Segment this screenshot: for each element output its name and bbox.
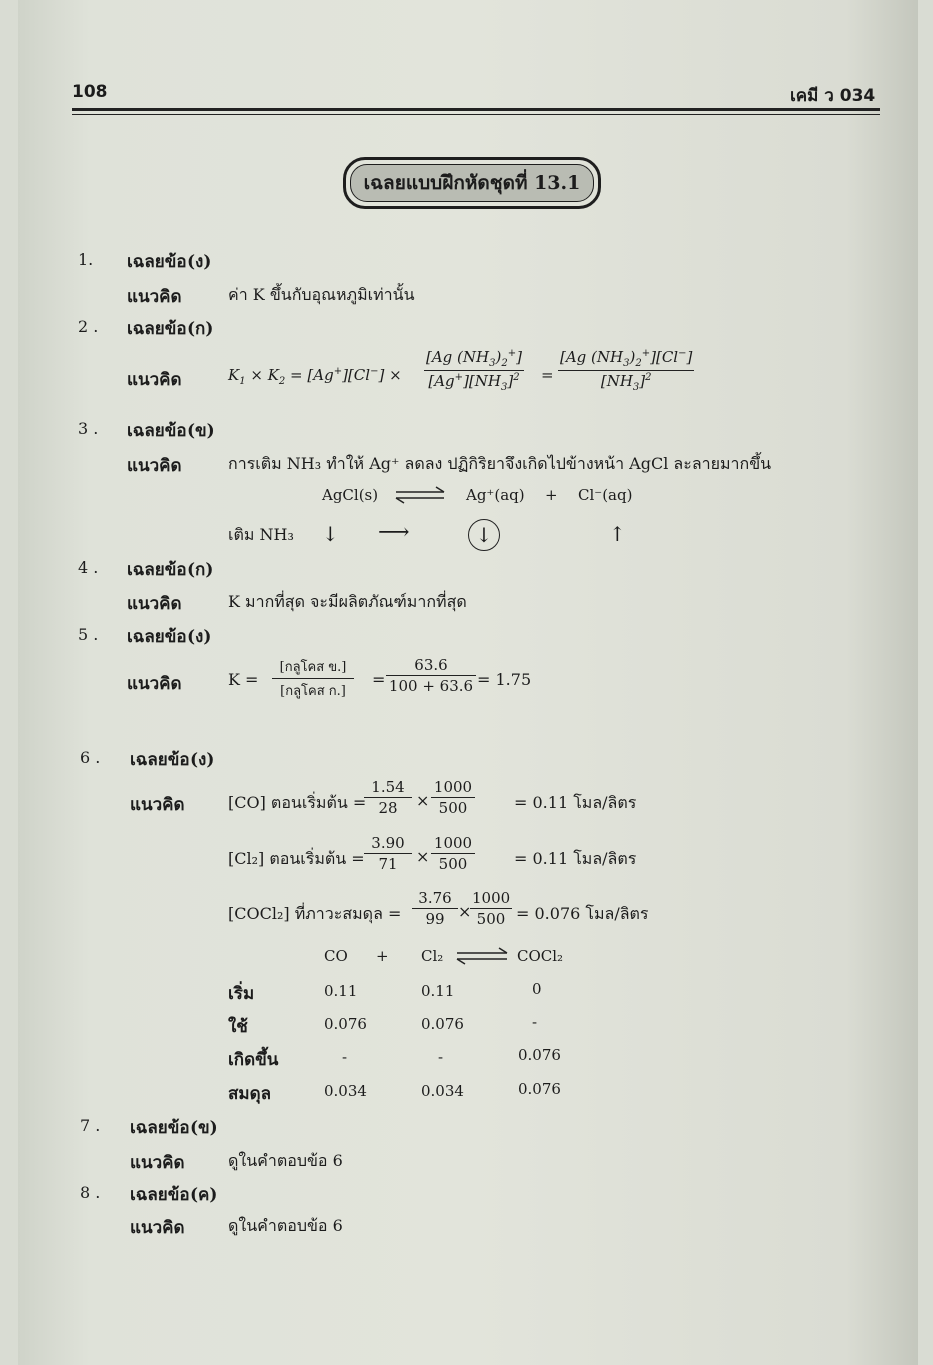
q8-concept-label: แนวคิด — [130, 1218, 185, 1238]
row-eq-co: 0.034 — [324, 1082, 367, 1100]
q6-cl-label: [Cl₂] ตอนเริ่มต้น = — [228, 849, 365, 868]
q4-concept: K มากที่สุด จะมีผลิตภัณฑ์มากที่สุด — [228, 592, 467, 611]
table-head-co: CO — [324, 947, 348, 965]
row-formed-cocl: 0.076 — [518, 1046, 561, 1064]
page-number: 108 — [72, 82, 108, 102]
decrease-arrow-icon: ↓ — [322, 522, 339, 546]
table-equilibrium-arrow-icon — [455, 947, 509, 965]
q7-number: 7 . — [80, 1116, 101, 1135]
row-eq-cocl: 0.076 — [518, 1080, 561, 1098]
row-formed-label: เกิดขึ้น — [228, 1050, 279, 1070]
q5-glucose-a: [กลูโคส ก.] — [280, 684, 346, 699]
q3-eq-left: AgCl(s) — [322, 486, 379, 504]
circled-down-arrow-icon: ↓ — [468, 519, 500, 551]
q3-choice: (ข) — [187, 421, 215, 441]
table-head-cl2: Cl₂ — [421, 947, 444, 965]
q2-fraction-2: [Ag $(NH_3)_2^+][Cl^-]$ $[NH_3]^2$ — [560, 348, 693, 393]
q6-co-times: × — [416, 791, 430, 810]
table-head-cocl2: COCl₂ — [517, 947, 564, 965]
q7-answer-label: เฉลยข้อ — [130, 1118, 190, 1138]
row-start-cocl: 0 — [532, 980, 542, 998]
q5-glucose-b: [กลูโคส ข.] — [279, 660, 347, 675]
q1-choice: (ง) — [187, 252, 212, 272]
q3-concept: การเติม NH₃ ทำให้ Ag⁺ ลดลง ปฏิกิริยาจึงเกิดไปข้างหน้า AgCl ละลายมากขึ้น — [228, 454, 772, 473]
q5-glucose-fraction — [272, 656, 354, 701]
header-rule-thin — [72, 114, 880, 115]
header-rule — [72, 108, 880, 111]
page-title: เฉลยแบบฝึกหัดชุดที่ 13.1 — [350, 164, 594, 202]
q8-answer-label: เฉลยข้อ — [130, 1185, 190, 1205]
row-eq-label: สมดุล — [228, 1084, 272, 1104]
q2-equals: = — [541, 366, 554, 384]
increase-arrow-icon: ↑ — [609, 522, 626, 546]
row-used-cocl: - — [532, 1013, 538, 1031]
row-used-cl: 0.076 — [421, 1015, 464, 1033]
row-start-cl: 0.11 — [421, 982, 455, 1000]
q1-concept: ค่า K ขึ้นกับอุณหภูมิเท่านั้น — [228, 285, 415, 304]
q2-number: 2 . — [78, 317, 99, 336]
q6-cocl-times: × — [458, 902, 472, 921]
q1-concept-label: แนวคิด — [127, 287, 182, 307]
q2-concept-label: แนวคิด — [127, 370, 182, 390]
q8-number: 8 . — [80, 1183, 101, 1202]
q3-answer-label: เฉลยข้อ — [127, 421, 187, 441]
q3-eq-cl: Cl⁻(aq) — [578, 486, 633, 504]
q6-co-frac2: 1000 500 — [431, 778, 475, 817]
q5-answer-label: เฉลยข้อ — [127, 627, 187, 647]
q7-concept-label: แนวคิด — [130, 1153, 185, 1173]
row-formed-cl: - — [438, 1048, 444, 1066]
q3-concept-label: แนวคิด — [127, 456, 182, 476]
q4-choice: (ก) — [187, 560, 214, 580]
course-code: เคมี ว 034 — [790, 86, 876, 106]
q6-cl-times: × — [416, 847, 430, 866]
row-eq-cl: 0.034 — [421, 1082, 464, 1100]
q6-answer-label: เฉลยข้อ — [130, 750, 190, 770]
q6-cocl-label: [COCl₂] ที่ภาวะสมดุล = — [228, 904, 402, 923]
forward-arrow-icon: ⟶ — [378, 520, 410, 545]
q5-concept-label: แนวคิด — [127, 674, 182, 694]
q5-number: 5 . — [78, 625, 99, 644]
q6-co-frac1: 1.54 28 — [364, 778, 412, 817]
q3-number: 3 . — [78, 419, 99, 438]
q6-cocl-frac2: 1000 500 — [472, 889, 511, 928]
q2-equation-lhs: $K_1 \times K_2 = [Ag^+][Cl^-]$ × — [228, 366, 402, 387]
q4-concept-label: แนวคิด — [127, 594, 182, 614]
q5-result: = 1.75 — [477, 670, 532, 689]
row-used-co: 0.076 — [324, 1015, 367, 1033]
q1-answer-label: เฉลยข้อ — [127, 252, 187, 272]
q3-eq-ag: Ag⁺(aq) — [466, 486, 525, 504]
q1-number: 1. — [78, 250, 94, 269]
q7-choice: (ข) — [190, 1118, 218, 1138]
q6-choice: (ง) — [190, 750, 215, 770]
q6-co-label: [CO] ตอนเริ่มต้น = — [228, 793, 367, 812]
row-start-co: 0.11 — [324, 982, 358, 1000]
q3-eq-plus: + — [545, 486, 558, 504]
q2-answer-label: เฉลยข้อ — [127, 319, 187, 339]
row-start-label: เริ่ม — [228, 984, 255, 1004]
q6-cl-result: = 0.11 โมล/ลิตร — [514, 849, 637, 868]
q6-number: 6 . — [80, 748, 101, 767]
q4-number: 4 . — [78, 558, 99, 577]
q3-add-nh3: เติม NH₃ — [228, 525, 294, 544]
q6-cl-frac1: 3.90 71 — [364, 834, 412, 873]
q8-choice: (ค) — [190, 1185, 218, 1205]
equilibrium-arrow-icon — [394, 486, 446, 504]
q2-fraction-1: [Ag $(NH_3)_2^+$] $[Ag^+][NH_3]^2$ — [426, 348, 522, 393]
q5-choice: (ง) — [187, 627, 212, 647]
q8-concept: ดูในคำตอบข้อ 6 — [228, 1216, 343, 1235]
row-used-label: ใช้ — [228, 1017, 248, 1037]
title-box — [343, 157, 601, 209]
q6-cocl-frac1: 3.76 99 — [412, 889, 458, 928]
q2-choice: (ก) — [187, 319, 214, 339]
q4-answer-label: เฉลยข้อ — [127, 560, 187, 580]
q6-cl-frac2: 1000 500 — [431, 834, 475, 873]
row-formed-co: - — [342, 1048, 348, 1066]
q6-concept-label: แนวคิด — [130, 795, 185, 815]
q5-k: K = — [228, 670, 259, 689]
q6-co-result: = 0.11 โมล/ลิตร — [514, 793, 637, 812]
q7-concept: ดูในคำตอบข้อ 6 — [228, 1151, 343, 1170]
q5-value-fraction: 63.6 100 + 63.6 — [386, 656, 476, 695]
q5-equals: = — [372, 670, 386, 689]
table-head-plus: + — [376, 947, 389, 965]
q6-cocl-result: = 0.076 โมล/ลิตร — [516, 904, 649, 923]
